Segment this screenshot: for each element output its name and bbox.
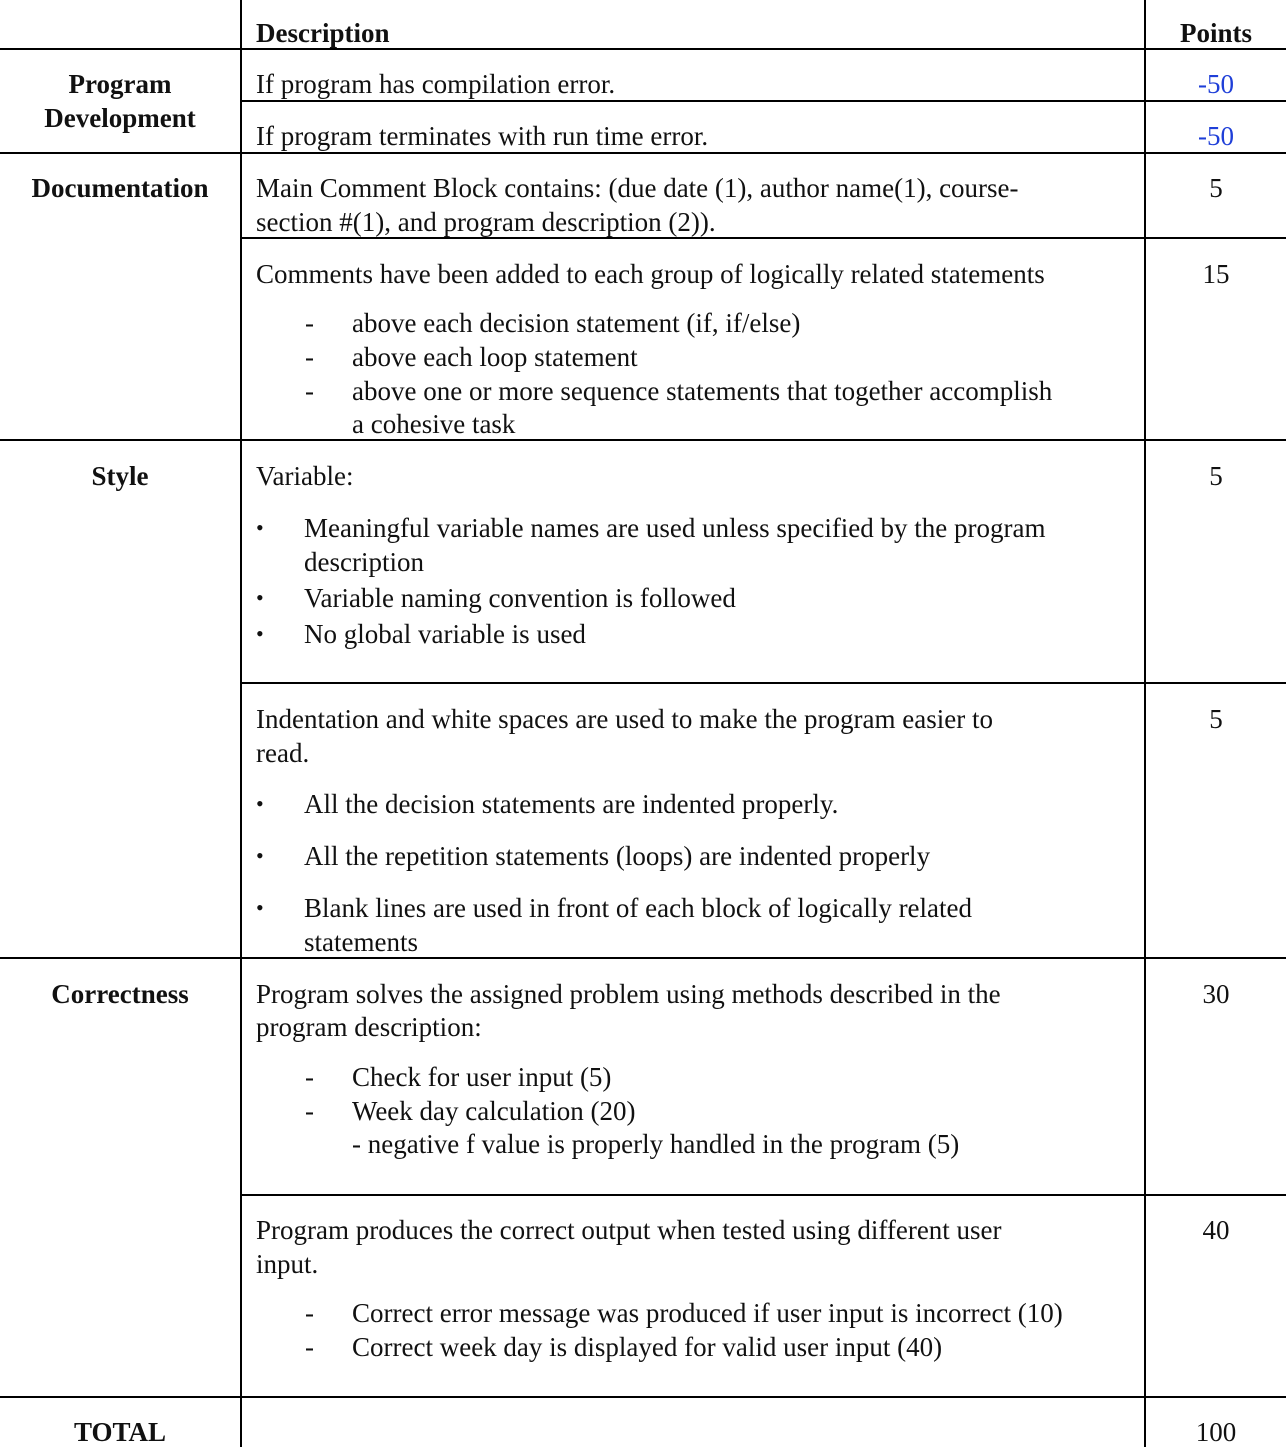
runtime-error-description: If program terminates with run time error. — [256, 121, 709, 151]
list-item: Correct week day is displayed for valid user input (40) — [352, 1332, 943, 1362]
runtime-error-points: -50 — [1198, 121, 1234, 151]
dash-marker: - — [305, 1062, 314, 1092]
row-divider — [0, 957, 1286, 959]
bullet-marker: • — [256, 895, 264, 920]
list-subitem: - negative f value is properly handled in the program (5) — [352, 1129, 960, 1159]
variable-points: 5 — [1209, 461, 1223, 491]
list-item: above each decision statement (if, if/else) — [352, 308, 801, 338]
list-item: Blank lines are used in front of each block of logically related — [304, 893, 973, 923]
main-comment-line: section #(1), and program description (2)). — [256, 207, 716, 237]
main-comment-line: Main Comment Block contains: (due date (1), author name(1), course- — [256, 173, 1019, 203]
category-line: Development — [44, 103, 196, 133]
dash-marker: - — [305, 376, 314, 406]
row-divider — [241, 682, 1286, 684]
list-item: above each loop statement — [352, 342, 638, 372]
output-line: Program produces the correct output when tested using different user — [256, 1215, 1002, 1245]
bullet-marker: • — [256, 621, 264, 646]
dash-marker: - — [305, 342, 314, 372]
bullet-marker: • — [256, 515, 264, 540]
solves-line: program description: — [256, 1012, 482, 1042]
list-item: Check for user input (5) — [352, 1062, 612, 1092]
dash-marker: - — [305, 1096, 314, 1126]
indentation-line: Indentation and white spaces are used to make the program easier to — [256, 704, 993, 734]
category-line: Program — [68, 69, 172, 99]
category-correctness: Correctness — [51, 979, 189, 1009]
list-item: All the repetition statements (loops) are indented properly — [304, 841, 931, 871]
list-item: No global variable is used — [304, 619, 586, 649]
row-divider — [0, 48, 1286, 50]
row-divider — [0, 1396, 1286, 1398]
row-divider — [241, 1194, 1286, 1196]
dash-marker: - — [305, 1332, 314, 1362]
compilation-error-points: -50 — [1198, 69, 1234, 99]
main-comment-points: 5 — [1209, 173, 1223, 203]
total-label: TOTAL — [73, 1417, 167, 1447]
output-line: input. — [256, 1249, 319, 1279]
solves-line: Program solves the assigned problem using methods described in the — [256, 979, 1001, 1009]
list-item: All the decision statements are indented properly. — [304, 789, 839, 819]
category-style: Style — [91, 461, 149, 491]
header-points: Points — [1179, 18, 1252, 48]
solves-points: 30 — [1202, 979, 1230, 1009]
dash-marker: - — [305, 1298, 314, 1328]
list-item: above one or more sequence statements that together accomplish — [352, 376, 1053, 406]
list-item-continuation: a cohesive task — [352, 409, 516, 439]
variable-intro: Variable: — [256, 461, 354, 491]
dash-marker: - — [305, 308, 314, 338]
compilation-error-description: If program has compilation error. — [256, 69, 616, 99]
row-divider — [0, 439, 1286, 441]
list-item: Correct error message was produced if user input is incorrect (10) — [352, 1298, 1063, 1328]
comments-points: 15 — [1202, 259, 1230, 289]
indentation-line: read. — [256, 738, 310, 768]
list-item: Variable naming convention is followed — [304, 583, 736, 613]
output-points: 40 — [1202, 1215, 1230, 1245]
list-item: Week day calculation (20) — [352, 1096, 636, 1126]
header-description: Description — [256, 18, 390, 48]
bullet-marker: • — [256, 843, 264, 868]
bullet-marker: • — [256, 791, 264, 816]
category-documentation: Documentation — [31, 173, 209, 203]
list-item-continuation: description — [304, 547, 424, 577]
column-divider-left — [240, 0, 242, 1447]
bullet-marker: • — [256, 585, 264, 610]
comments-intro: Comments have been added to each group of logically related statements — [256, 259, 1045, 289]
list-item-continuation: statements — [304, 927, 418, 957]
total-points: 100 — [1195, 1417, 1237, 1447]
list-item: Meaningful variable names are used unless specified by the program — [304, 513, 1046, 543]
indentation-points: 5 — [1209, 704, 1223, 734]
category-program-development — [0, 67, 240, 135]
